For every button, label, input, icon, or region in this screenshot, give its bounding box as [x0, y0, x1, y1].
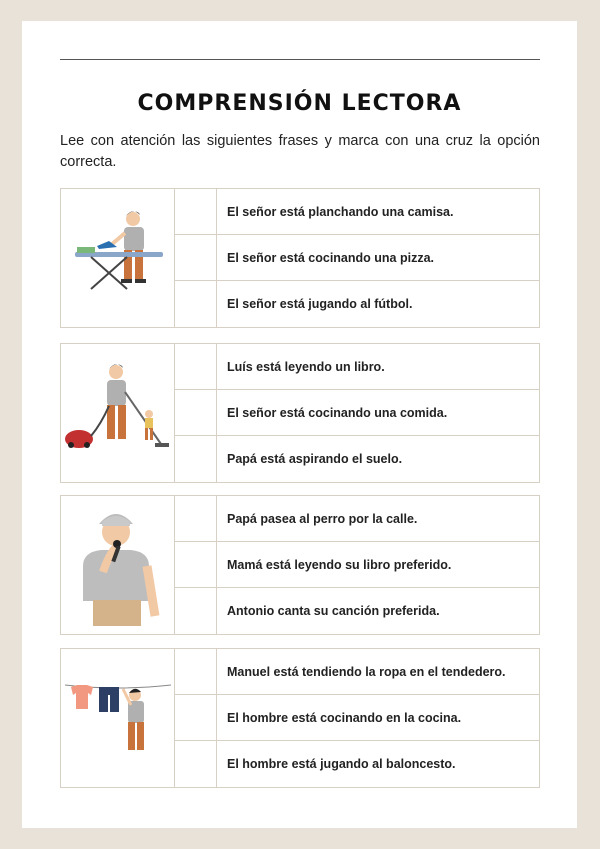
answer-checkbox[interactable] [175, 281, 217, 327]
option-row [175, 741, 539, 787]
question-block-1 [60, 188, 540, 328]
man-hanging-laundry-icon [61, 649, 173, 786]
picture-cell [61, 189, 175, 327]
worksheet [22, 21, 577, 828]
option-text: Luís está leyendo un libro. [227, 359, 385, 374]
option-row [175, 390, 539, 436]
answer-checkbox[interactable] [175, 390, 217, 435]
option-row [175, 542, 539, 588]
option-row [175, 649, 539, 695]
option-text: Manuel está tendiendo la ropa en el tendedero. [227, 664, 506, 679]
answer-checkbox[interactable] [175, 741, 217, 787]
option-row [175, 496, 539, 542]
option-text: El señor está cocinando una pizza. [227, 250, 434, 265]
question-block-2 [60, 343, 540, 483]
top-divider [60, 59, 540, 60]
option-text: El señor está jugando al fútbol. [227, 297, 413, 311]
man-ironing-icon [61, 189, 173, 326]
picture-cell [61, 649, 175, 787]
option-text: Papá pasea al perro por la calle. [227, 511, 418, 526]
option-text: El hombre está jugando al baloncesto. [227, 757, 456, 771]
instructions: Lee con atención las siguientes frases y marca con una cruz la opción correcta. [60, 133, 540, 170]
answer-checkbox[interactable] [175, 189, 217, 234]
option-text: El señor está planchando una camisa. [227, 204, 454, 219]
answer-checkbox[interactable] [175, 235, 217, 280]
option-text: El señor está cocinando una comida. [227, 405, 448, 420]
page-title: COMPRENSIÓN LECTORA [137, 91, 462, 116]
picture-cell [61, 496, 175, 634]
answer-checkbox[interactable] [175, 542, 217, 587]
option-row [175, 281, 539, 327]
answer-checkbox[interactable] [175, 588, 217, 634]
answer-checkbox[interactable] [175, 695, 217, 740]
option-row [175, 189, 539, 235]
picture-cell [61, 344, 175, 482]
option-row [175, 344, 539, 390]
option-row [175, 588, 539, 634]
question-block-4 [60, 648, 540, 788]
answer-checkbox[interactable] [175, 344, 217, 389]
option-text: El hombre está cocinando en la cocina. [227, 710, 462, 725]
man-vacuuming-icon [61, 344, 173, 481]
answer-checkbox[interactable] [175, 496, 217, 541]
question-block-3 [60, 495, 540, 635]
option-row [175, 235, 539, 281]
option-row [175, 695, 539, 741]
option-text: Papá está aspirando el suelo. [227, 452, 403, 466]
option-row [175, 436, 539, 482]
answer-checkbox[interactable] [175, 436, 217, 482]
option-text: Mamá está leyendo su libro preferido. [227, 557, 452, 572]
option-text: Antonio canta su canción preferida. [227, 604, 440, 618]
answer-checkbox[interactable] [175, 649, 217, 694]
man-singing-icon [61, 496, 173, 633]
